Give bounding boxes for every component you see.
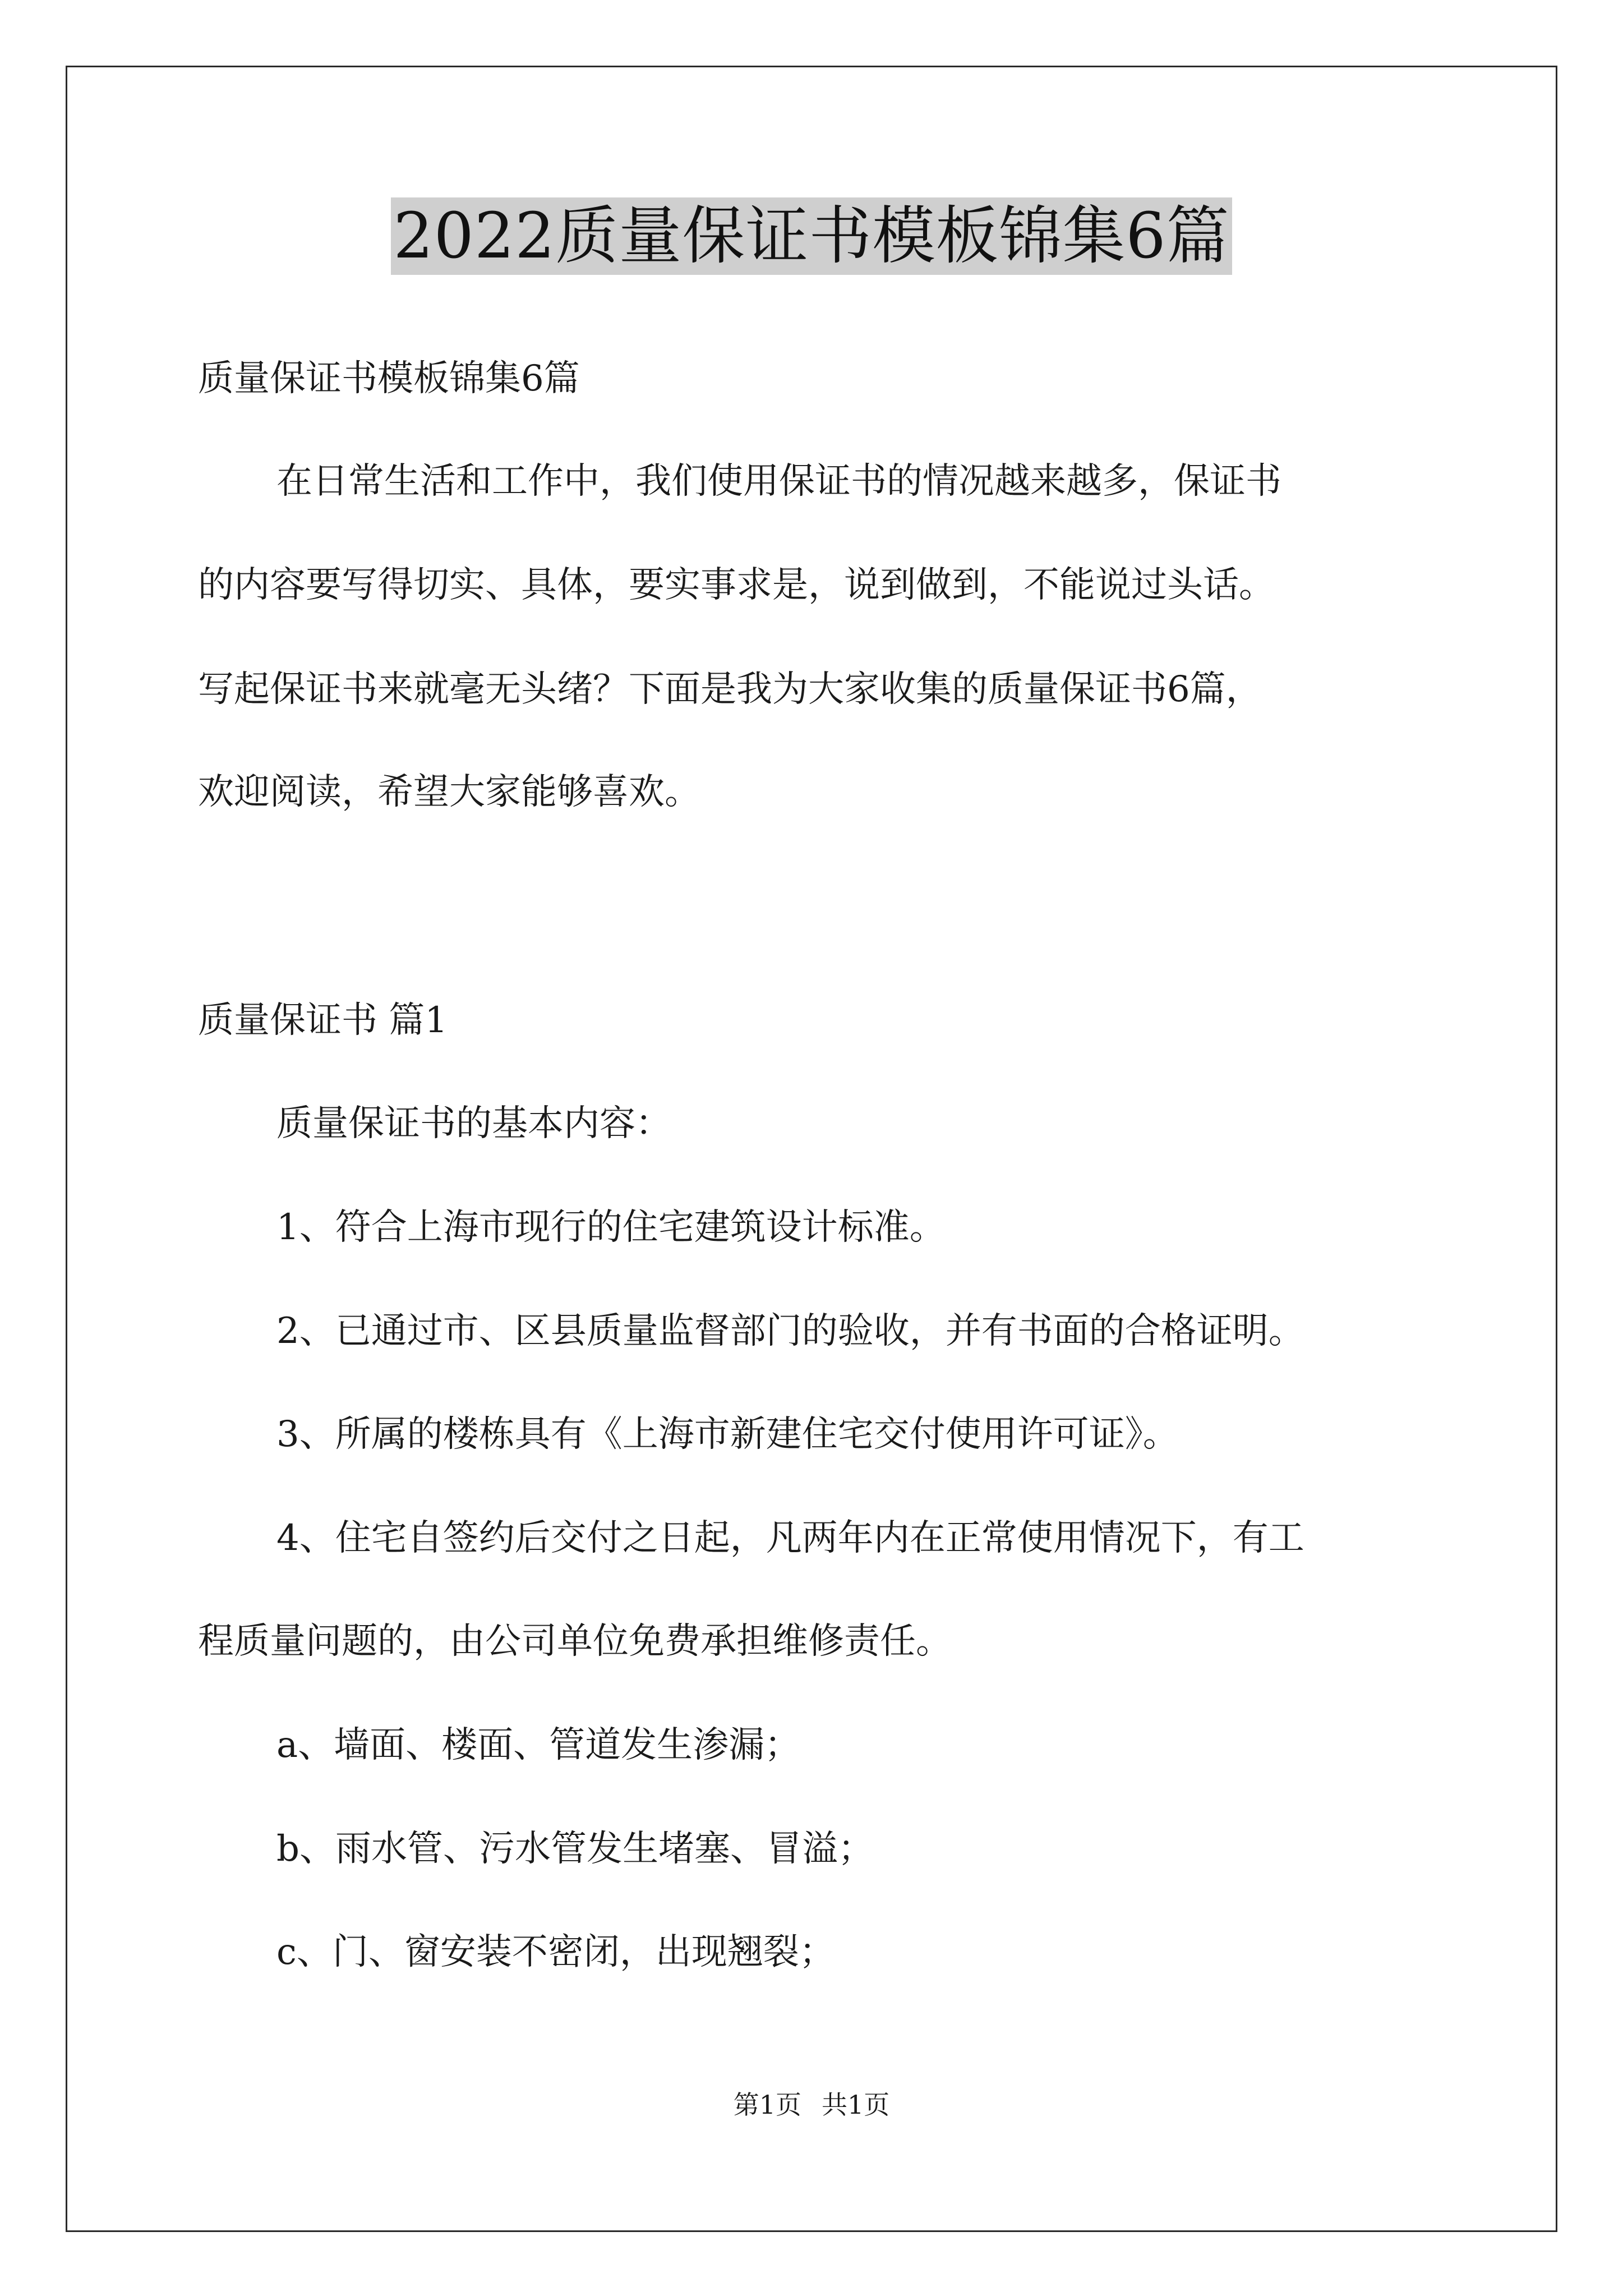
intro-line: 在日常生活和工作中，我们使用保证书的情况越来越多，保证书 [276, 461, 1281, 502]
sub-list-item: b、雨水管、污水管发生堵塞、冒溢； [276, 1828, 874, 1870]
list-item: 1、符合上海市现行的住宅建筑设计标准。 [276, 1207, 946, 1248]
sub-list-item: a、墙面、楼面、管道发生渗漏； [276, 1724, 801, 1766]
intro-line: 欢迎阅读，希望大家能够喜欢。 [198, 771, 700, 813]
section-line: 质量保证书的基本内容： [276, 1103, 671, 1144]
section-heading: 质量保证书 篇1 [198, 1000, 448, 1041]
page-number: 第1页 [733, 2090, 801, 2120]
title-block [0, 197, 1623, 275]
list-item-continuation: 程质量问题的，由公司单位免费承担维修责任。 [198, 1621, 952, 1662]
document-subtitle: 质量保证书模板锦集6篇 [198, 358, 580, 399]
list-item: 2、已通过市、区县质量监督部门的验收，并有书面的合格证明。 [276, 1310, 1304, 1352]
list-item: 4、住宅自签约后交付之日起，凡两年内在正常使用情况下，有工 [276, 1517, 1304, 1559]
page-footer [0, 2088, 1623, 2122]
intro-line: 的内容要写得切实、具体，要实事求是，说到做到，不能说过头话。 [198, 564, 1275, 606]
page-total: 共1页 [822, 2090, 890, 2120]
intro-line: 写起保证书来就毫无头绪？下面是我为大家收集的质量保证书6篇， [198, 669, 1262, 710]
list-item: 3、所属的楼栋具有《上海市新建住宅交付使用许可证》。 [276, 1414, 1179, 1455]
document-title: 2022质量保证书模板锦集6篇 [391, 197, 1232, 275]
sub-list-item: c、门、窗安装不密闭，出现翘裂； [276, 1931, 835, 1973]
